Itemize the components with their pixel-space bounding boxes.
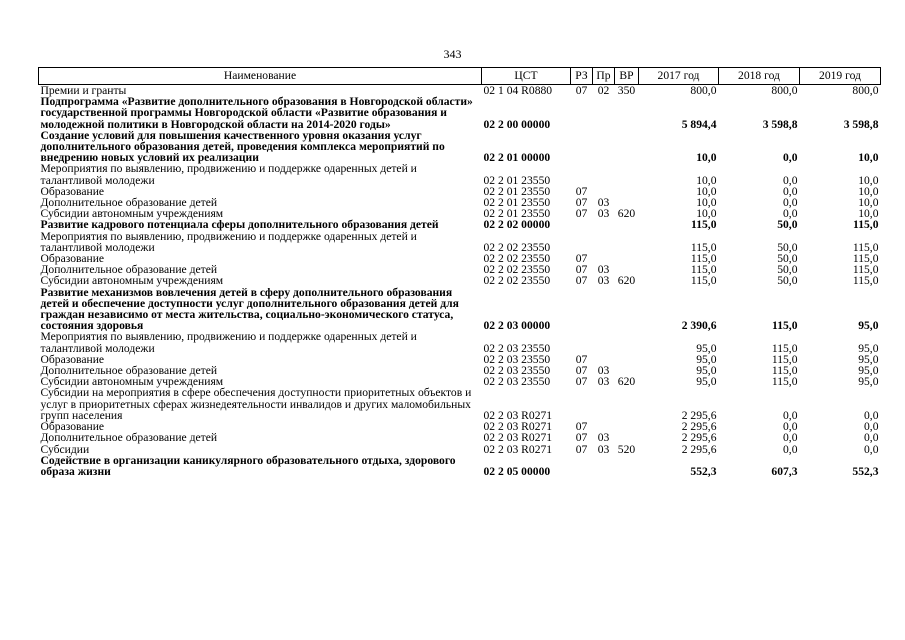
cell-vr [615, 421, 639, 432]
cell-2018: 0,0 [783, 420, 798, 434]
cell-2017: 95,0 [696, 364, 717, 378]
cell-vr: 620 [617, 274, 636, 288]
cell-cst: 02 2 01 23550 [483, 207, 551, 221]
table-row [39, 219, 881, 230]
cell-pr: 03 [597, 375, 610, 389]
cell-pr [593, 163, 615, 185]
cell-2017: 552,3 [690, 464, 717, 478]
cell-2019: 800,0 [852, 84, 879, 97]
cell-2019: 115,0 [852, 240, 879, 254]
cell-2018: 50,0 [777, 263, 798, 277]
cell-pr: 03 [597, 364, 610, 378]
cell-2018: 607,3 [771, 464, 798, 478]
table-row [39, 455, 881, 477]
cell-2018: 50,0 [777, 252, 798, 266]
cell-rz [571, 231, 593, 253]
cell-name: Субсидии автономным учреждениям [40, 207, 224, 221]
cell-2018: 50,0 [777, 218, 798, 232]
cell-2019: 115,0 [853, 218, 879, 232]
table-row [39, 96, 881, 130]
cell-vr: 520 [617, 442, 636, 456]
cell-name: Образование [40, 184, 105, 198]
cell-vr [615, 432, 639, 443]
cell-name: Дополнительное образование детей [40, 364, 218, 378]
cell-vr: 620 [617, 207, 636, 221]
cell-name: Мероприятия по выявлению, продвижению и поддержке одаренных детей и талантливой молодежи [40, 229, 417, 254]
cell-cst: 02 2 03 23550 [483, 352, 551, 366]
cell-rz: 07 [575, 184, 588, 198]
cell-2019: 10,0 [858, 151, 879, 165]
cell-name: Субсидии на мероприятия в сфере обеспечения доступности приоритетных объектов и услуг в приоритетных сферах жизнедеятельности инвалидов и других маломобильных групп населения [40, 386, 472, 422]
cell-pr: 03 [597, 274, 610, 288]
cell-rz [571, 455, 593, 477]
cell-vr [615, 354, 639, 365]
page-number: 343 [443, 47, 462, 61]
cell-name: Образование [40, 352, 105, 366]
cell-2017: 95,0 [696, 352, 717, 366]
cell-name: Субсидии автономным учреждениям [40, 375, 224, 389]
cell-2017: 2 295,6 [681, 420, 717, 434]
cell-2019: 10,0 [858, 173, 879, 187]
cell-2019: 10,0 [858, 196, 879, 210]
cell-2018: 0,0 [783, 173, 798, 187]
cell-rz [571, 387, 593, 421]
cell-vr: 620 [617, 375, 636, 389]
cell-rz: 07 [575, 442, 588, 456]
cell-vr: 350 [617, 84, 636, 97]
cell-2018: 115,0 [771, 341, 798, 355]
column-header-2019: 2019 год [800, 68, 881, 85]
cell-rz: 07 [575, 196, 588, 210]
cell-vr [615, 455, 639, 477]
cell-name: Мероприятия по выявлению, продвижению и поддержке одаренных детей и талантливой молодежи [40, 330, 417, 355]
cell-2017: 115,0 [690, 263, 717, 277]
cell-vr [615, 231, 639, 253]
cell-cst: 02 2 03 R0271 [483, 420, 553, 434]
cell-2019: 0,0 [864, 420, 879, 434]
cell-rz: 07 [575, 84, 588, 97]
cell-cst: 02 2 02 23550 [483, 274, 551, 288]
cell-cst: 02 2 02 23550 [483, 240, 551, 254]
cell-pr: 03 [597, 196, 610, 210]
cell-2018: 115,0 [771, 364, 798, 378]
cell-rz: 07 [575, 364, 588, 378]
cell-2017: 115,0 [690, 274, 717, 288]
cell-2019: 552,3 [852, 464, 879, 478]
cell-2019: 115,0 [852, 263, 879, 277]
cell-pr [593, 387, 615, 421]
cell-rz [571, 287, 593, 332]
cell-2019: 115,0 [852, 274, 879, 288]
cell-rz: 07 [575, 263, 588, 277]
cell-cst: 02 2 03 R0271 [483, 408, 553, 422]
cell-2017: 115,0 [691, 218, 717, 232]
cell-rz: 07 [575, 252, 588, 266]
column-header-vr: ВР [615, 68, 639, 85]
cell-2019: 10,0 [858, 184, 879, 198]
cell-name: Развитие механизмов вовлечения детей в сферу дополнительного образования детей и обеспечение доступности услуг дополнительного образования детей для граждан независимо от места жительства, социально-экономического статуса, состояния здоровья [40, 285, 459, 333]
cell-pr [593, 455, 615, 477]
cell-2017: 2 295,6 [681, 408, 717, 422]
cell-2018: 0,0 [783, 151, 798, 165]
cell-pr: 03 [597, 263, 610, 277]
cell-pr [593, 231, 615, 253]
cell-rz [571, 219, 593, 230]
cell-rz: 07 [575, 207, 588, 221]
cell-2019: 95,0 [858, 352, 879, 366]
cell-2018: 115,0 [772, 319, 798, 333]
cell-rz [571, 163, 593, 185]
cell-2019: 95,0 [858, 375, 879, 389]
cell-cst: 02 2 02 00000 [483, 218, 551, 232]
cell-2019: 0,0 [864, 431, 879, 445]
table-body [39, 85, 881, 478]
cell-pr: 03 [597, 207, 610, 221]
cell-name: Содействие в организации каникулярного образовательного отдыха, здорового образа жизни [40, 453, 456, 478]
cell-cst: 02 2 00 00000 [483, 117, 551, 131]
cell-cst: 02 2 01 23550 [483, 173, 551, 187]
cell-cst: 02 2 05 00000 [483, 464, 551, 478]
cell-2019: 3 598,8 [843, 117, 879, 131]
cell-name: Образование [40, 420, 105, 434]
cell-name: Субсидии автономным учреждениям [40, 274, 224, 288]
cell-2017: 800,0 [690, 84, 717, 97]
cell-name: Развитие кадрового потенциала сферы дополнительного образования детей [40, 218, 439, 232]
budget-table [38, 67, 881, 477]
cell-pr: 03 [597, 442, 610, 456]
cell-2018: 0,0 [783, 196, 798, 210]
cell-2017: 115,0 [690, 252, 717, 266]
table-row [39, 387, 881, 421]
cell-2017: 10,0 [696, 184, 717, 198]
cell-name: Премии и гранты [40, 84, 127, 97]
table-row [39, 287, 881, 332]
cell-name: Дополнительное образование детей [40, 196, 218, 210]
cell-cst: 02 2 03 23550 [483, 364, 551, 378]
cell-pr [593, 219, 615, 230]
cell-2019: 115,0 [852, 252, 879, 266]
cell-vr [615, 163, 639, 185]
cell-rz: 07 [575, 352, 588, 366]
cell-cst: 02 2 03 R0271 [483, 442, 553, 456]
column-header-2017: 2017 год [639, 68, 719, 85]
table-row [39, 275, 881, 286]
cell-cst: 02 2 03 R0271 [483, 431, 553, 445]
cell-2018: 115,0 [771, 352, 798, 366]
cell-name: Создание условий для повышения качественного уровня оказания услуг дополнительного образования детей, проведения комплекса мероприятий по внедрению новых условий их реализации [40, 128, 445, 165]
cell-vr [615, 219, 639, 230]
cell-2019: 10,0 [858, 207, 879, 221]
cell-name: Образование [40, 252, 105, 266]
table-row [39, 163, 881, 185]
table-row [39, 432, 881, 443]
column-header-rz: РЗ [571, 68, 593, 85]
cell-2018: 0,0 [783, 408, 798, 422]
cell-rz: 07 [575, 431, 588, 445]
cell-2017: 10,0 [696, 196, 717, 210]
cell-pr: 02 [597, 84, 610, 97]
cell-rz: 07 [575, 274, 588, 288]
cell-cst: 02 2 02 23550 [483, 263, 551, 277]
cell-rz [571, 96, 593, 130]
cell-rz: 07 [575, 375, 588, 389]
cell-vr [615, 253, 639, 264]
cell-2017: 115,0 [690, 240, 717, 254]
cell-2017: 95,0 [696, 341, 717, 355]
cell-cst: 02 2 01 00000 [483, 151, 551, 165]
cell-2018: 0,0 [783, 442, 798, 456]
cell-pr: 03 [597, 431, 610, 445]
cell-name: Мероприятия по выявлению, продвижению и поддержке одаренных детей и талантливой молодежи [40, 162, 417, 187]
cell-pr [593, 287, 615, 332]
cell-cst: 02 2 01 23550 [483, 184, 551, 198]
cell-2017: 2 390,6 [681, 319, 717, 333]
cell-name: Дополнительное образование детей [40, 263, 218, 277]
cell-vr [615, 96, 639, 130]
cell-2017: 10,0 [696, 173, 717, 187]
cell-cst: 02 2 03 23550 [483, 375, 551, 389]
cell-cst: 02 2 03 23550 [483, 341, 551, 355]
cell-2017: 2 295,6 [681, 431, 717, 445]
cell-vr [615, 186, 639, 197]
cell-vr [615, 130, 639, 164]
cell-vr [615, 287, 639, 332]
column-header-name: Наименование [39, 68, 482, 85]
cell-2017: 2 295,6 [681, 442, 717, 456]
cell-rz [571, 331, 593, 353]
cell-cst: 02 2 03 00000 [483, 319, 551, 333]
cell-rz: 07 [575, 420, 588, 434]
table-row [39, 231, 881, 253]
cell-rz [571, 130, 593, 164]
cell-name: Дополнительное образование детей [40, 431, 218, 445]
cell-cst: 02 1 04 R0880 [483, 84, 553, 97]
cell-name: Субсидии [40, 442, 90, 456]
cell-cst: 02 2 01 23550 [483, 196, 551, 210]
cell-2018: 800,0 [771, 84, 798, 97]
cell-2019: 95,0 [858, 319, 879, 333]
table-row [39, 331, 881, 353]
cell-2018: 3 598,8 [762, 117, 798, 131]
cell-name: Подпрограмма «Развитие дополнительного образования в Новгородской области» государственной программы Новгородской области «Развитие образования и молодежной политики в Новгородской области на 2014-2020 годы» [40, 95, 473, 131]
table-row [39, 130, 881, 164]
cell-2017: 10,0 [696, 151, 717, 165]
cell-2019: 0,0 [864, 408, 879, 422]
cell-2019: 95,0 [858, 341, 879, 355]
cell-2018: 115,0 [771, 375, 798, 389]
cell-2018: 0,0 [783, 207, 798, 221]
cell-pr [593, 130, 615, 164]
cell-2019: 95,0 [858, 364, 879, 378]
cell-2018: 50,0 [777, 240, 798, 254]
cell-2017: 95,0 [696, 375, 717, 389]
table-header-row [39, 68, 881, 85]
column-header-cst: ЦСТ [482, 68, 571, 85]
cell-2019: 0,0 [864, 442, 879, 456]
cell-vr [615, 387, 639, 421]
column-header-2018: 2018 год [719, 68, 800, 85]
column-header-pr: Пр [593, 68, 615, 85]
cell-2017: 10,0 [696, 207, 717, 221]
cell-pr [593, 96, 615, 130]
cell-vr [615, 331, 639, 353]
cell-2017: 5 894,4 [681, 117, 717, 131]
cell-2018: 0,0 [783, 431, 798, 445]
cell-pr [593, 331, 615, 353]
cell-cst: 02 2 02 23550 [483, 252, 551, 266]
cell-2018: 0,0 [783, 184, 798, 198]
cell-2018: 50,0 [777, 274, 798, 288]
